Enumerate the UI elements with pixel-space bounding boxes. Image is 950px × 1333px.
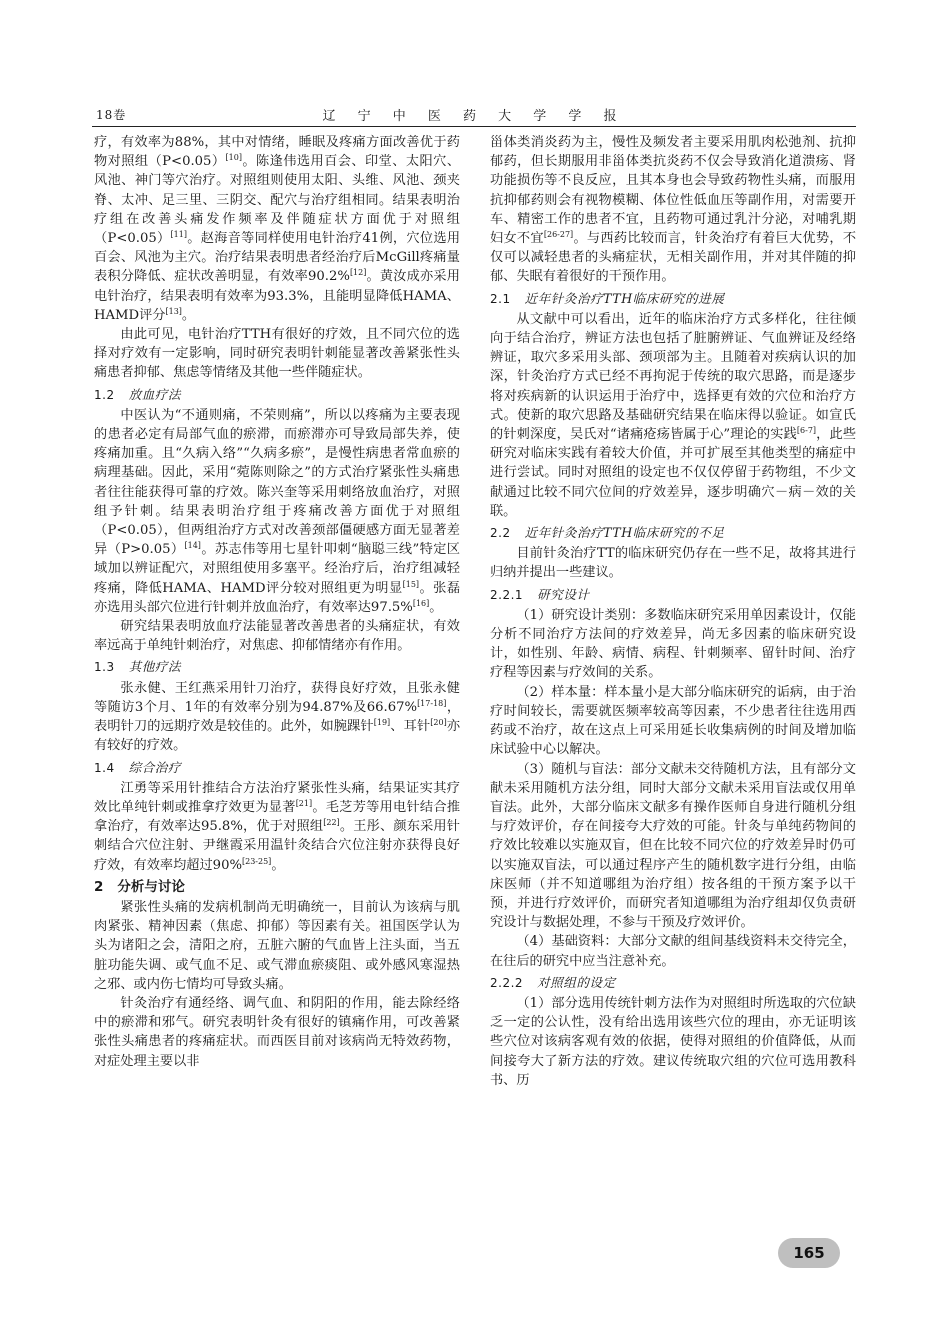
section-number: 1.2 (94, 387, 115, 402)
section-heading (490, 973, 856, 993)
text-run: 针灸治疗有通经络、调气血、和阴阳的作用，能去除经络中的瘀滞和邪气。研究表明针灸有很好的镇痛作用，可改善紧张性头痛患者的疼痛症状。而西医目前对该病尚无特效药物，对症处理主要以非 (94, 995, 460, 1069)
text-run: 。苏志伟等用七星针叩刺“脑聪三线”特定区域加以辨证配穴，对照组使用多塞平。经治疗后，治疗组减轻疼痛，降低HAMA、HAMD评分较对照组更为明显 (94, 542, 460, 596)
section-number: 2.2 (490, 526, 511, 541)
paragraph (94, 406, 460, 617)
paragraph (94, 325, 460, 383)
text-run: 。赵海音等同样使用电针治疗41例，穴位选用百会、风池为主穴。治疗结果表明患者经治疗后McGill疼痛量表积分降低、症状改善明显，有效率90.2% (94, 231, 461, 285)
citation-ref: [19] (373, 718, 391, 728)
section-heading (94, 878, 460, 897)
section-number: 2 (94, 878, 104, 895)
section-heading (94, 758, 460, 778)
text-run: 亦有较好的疗效。 (94, 719, 461, 754)
text-run: 。 (429, 599, 443, 615)
left-column (94, 133, 460, 1071)
paragraph (490, 544, 856, 582)
text-run: 、耳针 (390, 719, 431, 735)
text-run: 。陈逢伟选用百会、印堂、太阳穴、风池、神门等穴治疗。对照组则使用太阳、头维、风池、颈夹脊、太冲、足三里、三阴交、配穴与治疗组相同。结果表明治疗组在改善头痛发作频率及伴随症状方面优于对照组（P<0.05） (94, 154, 461, 247)
section-title: 综合治疗 (128, 759, 181, 775)
text-run: 中医认为“不通则痛，不荣则痛”，所以以疼痛为主要表现的患者必定有局部气血的瘀滞，而瘀滞亦可导致局部失养，使疼痛加重。且“久病入络”“久病多瘀”，是慢性病患者常血瘀的病理基础。因此，采用“菀陈则除之”的方式治疗紧张性头痛患者往往能获得可靠的疗效。陈兴奎等采用刺络放血治疗，对照组予针刺。结果表明治疗组于疼痛改善方面优于对照组（P<0.05），但两组治疗方式对改善颈部僵硬感方面无显著差异（P>0.05） (94, 407, 460, 558)
text-run: （1）部分选用传统针刺方法作为对照组时所选取的穴位缺乏一定的公认性，没有给出选用该些穴位的理由，亦无证明该些穴位对该病客观有效的依据，使得对照组的价值降低，从而间接夸大了新方法的疗效。建议传统取穴组的穴位可选用教科书、历 (490, 995, 856, 1088)
text-run: ，此些研究对临床实践有着较大价值，并可扩展至其他类型的痛症中进行尝试。同时对照组的设定也不仅仅停留于药物组，不少文献通过比较不同穴位间的疗效差异，逐步明确穴－病－效的关联。 (490, 427, 857, 519)
paragraph (490, 932, 856, 970)
volume-label: 18卷 (96, 108, 127, 122)
section-heading (490, 289, 856, 309)
section-title: 近年针灸治疗TTH临床研究的不足 (524, 525, 725, 541)
paragraph (94, 898, 460, 994)
citation-ref: [23-25] (242, 856, 272, 866)
citation-ref: [12] (349, 268, 367, 278)
paragraph (94, 133, 460, 325)
citation-ref: [10] (225, 153, 242, 163)
text-run: 紧张性头痛的发病机制尚无明确统一，目前认为该病与肌肉紧张、精神因素（焦虑、抑郁）等因素有关。祖国医学认为头为诸阳之会，清阳之府，五脏六腑的气血皆上注头面，当五脏功能失调、或气血不足、或气滞血瘀痰阻、或外感风寒湿热之邪、或内伤七情均可导致头痛。 (94, 899, 460, 992)
text-run: ，表明针刀的远期疗效是较佳的。此外，如腕踝针 (94, 699, 461, 735)
text-run: 。王彤、颜东采用针刺结合穴位注射、尹继霞采用温针灸结合穴位注射亦获得良好疗效，有效率均超过90% (94, 819, 460, 873)
text-run: 研究结果表明放血疗法能显著改善患者的头痛症状，有效率远高于单纯针刺治疗，对焦虑、抑郁情绪亦有作用。 (94, 619, 460, 654)
page-number: 165 (778, 1238, 840, 1268)
text-run: 。 (271, 857, 285, 873)
citation-ref: [13] (165, 306, 182, 316)
text-run: 由此可见，电针治疗TTH有很好的疗效，且不同穴位的选择对疗效有一定影响，同时研究表明针刺能显著改善紧张性头痛患者抑郁、焦虑等情绪及其他一些伴随症状。 (94, 327, 460, 381)
citation-ref: [17-18] (417, 698, 447, 708)
paragraph (490, 606, 856, 683)
text-run: （1）研究设计类别：多数临床研究采用单因素设计，仅能分析不同治疗方法间的疗效差异，尚无多因素的临床研究设计，如性别、年龄、病情、病程、针刺频率、留针时间、治疗疗程等因素与疗效间的关系。 (490, 607, 856, 681)
section-heading (490, 523, 856, 543)
paragraph (490, 760, 856, 933)
citation-ref: [11] (170, 230, 187, 240)
section-title: 研究设计 (537, 586, 590, 602)
paragraph (94, 994, 460, 1071)
text-run: 甾体类消炎药为主，慢性及频发者主要采用肌肉松弛剂、抗抑郁药，但长期服用非甾体类抗炎药不仅会导致消化道溃疡、肾功能损伤等不良反应，且其本身也会导致药物性头痛，而服用抗抑郁药则会有视物模糊、体位性低血压等副作用，对需要开车、精密工作的患者不宜，且药物可通过乳汁分泌，对哺乳期妇女不宜 (490, 135, 856, 247)
section-title: 近年针灸治疗TTH临床研究的进展 (524, 290, 725, 306)
text-run: 疗，有效率为88%，其中对情绪，睡眠及疼痛方面改善优于药物对照组（P<0.05） (94, 135, 460, 170)
citation-ref: [26-27] (543, 230, 574, 240)
text-run: 。黄汝成亦采用电针治疗，结果表明有效率为93.3%，且能明显降低HAMA、HAMD评分 (94, 269, 460, 323)
section-title: 分析与讨论 (117, 878, 185, 895)
text-run: 从文献中可以看出，近年的临床治疗方式多样化，往往倾向于结合治疗，辨证方法也包括了脏腑辨证、气血辨证及经络辨证，取穴多采用头部、颈项部为主。且随着对疾病认识的加深，针灸治疗方式已经不再拘泥于传统的取穴思路，而是逐步将对疾病新的认识运用于治疗中，选择更有效的穴位和治疗方式。使新的取穴思路及基础研究结果在临床得以验证。如宣氏的针刺深度，吴氏对“诸痛疮疡皆属于心”理论的实践 (490, 311, 856, 443)
section-title: 放血疗法 (128, 386, 181, 402)
paragraph (490, 133, 856, 287)
paragraph (490, 310, 856, 521)
section-number: 2.1 (490, 291, 511, 306)
text-run: （2）样本量：样本量小是大部分临床研究的诟病，由于治疗时间较长，需要就医频率较高等因素，不少患者往往选用西药或不治疗，故在这点上可采用延长收集病例的时间及增加临床试验中心以解决。 (490, 684, 856, 758)
section-title: 对照组的设定 (537, 974, 616, 990)
paragraph (490, 994, 856, 1090)
citation-ref: [22] (323, 818, 340, 828)
citation-ref: [6-7] (796, 426, 817, 436)
section-heading (94, 385, 460, 405)
section-number: 2.2.2 (490, 975, 524, 990)
section-number: 1.4 (94, 760, 115, 775)
citation-ref: [14] (184, 541, 201, 551)
paragraph (94, 679, 460, 756)
text-run: 。 (181, 307, 196, 323)
right-column (490, 133, 856, 1090)
paragraph (490, 683, 856, 760)
section-number: 2.2.1 (490, 587, 524, 602)
citation-ref: [15] (402, 579, 420, 589)
citation-ref: [20] (430, 718, 447, 728)
text-run: 江勇等采用针推结合方法治疗紧张性头痛，结果证实其疗效比单纯针刺或推拿疗效更为显著 (94, 780, 460, 815)
text-run: 。与西药比较而言，针灸治疗有着巨大优势，不仅可以减轻患者的头痛症状，无相关副作用，并对其伴随的抑郁、失眠有着很好的干预作用。 (490, 231, 857, 285)
text-run: 。张磊亦选用头部穴位进行针刺并放血治疗，有效率达97.5% (94, 580, 461, 615)
journal-title: 辽 宁 中 医 药 大 学 学 报 (322, 109, 626, 124)
citation-ref: [21] (295, 798, 313, 808)
text-run: 。毛芝芳等用电针结合推拿治疗，有效率达95.8%，优于对照组 (94, 799, 461, 835)
section-number: 1.3 (94, 660, 115, 675)
text-run: 张永健、王红燕采用针刀治疗，获得良好疗效，且张永健等随访3个月、1年的有效率分别为94.87%及66.67% (94, 680, 460, 715)
citation-ref: [16] (412, 598, 430, 608)
section-title: 其他疗法 (128, 659, 181, 675)
running-header (92, 104, 856, 127)
text-run: （4）基础资料：大部分文献的组间基线资料未交待完全，在往后的研究中应当注意补充。 (490, 934, 856, 969)
text-run: 目前针灸治疗TT的临床研究仍存在一些不足，故将其进行归纳并提出一些建议。 (490, 546, 856, 581)
paragraph (94, 617, 460, 655)
text-run: （3）随机与盲法：部分文献未交待随机方法，且有部分文献未采用随机方法分组，同时大部分文献未采用盲法或仅用单盲法。此外，大部分临床文献多有操作医师自身进行随机分组与疗效评价，存在间接夸大疗效的可能。针灸与单纯药物间的疗效比较难以实施双盲，但在比较不同穴位的疗效差异时仍可以实施双盲法，可以通过程序产生的随机数字进行分组，由临床医师（并不知道哪组为治疗组）按各组的干预方案予以干预，并进行疗效评价，而研究者知道哪组为治疗组却仅负责研究设计与数据处理，不参与干预及疗效评价。 (490, 761, 856, 931)
section-heading (490, 585, 856, 605)
section-heading (94, 657, 460, 677)
paragraph (94, 779, 460, 875)
